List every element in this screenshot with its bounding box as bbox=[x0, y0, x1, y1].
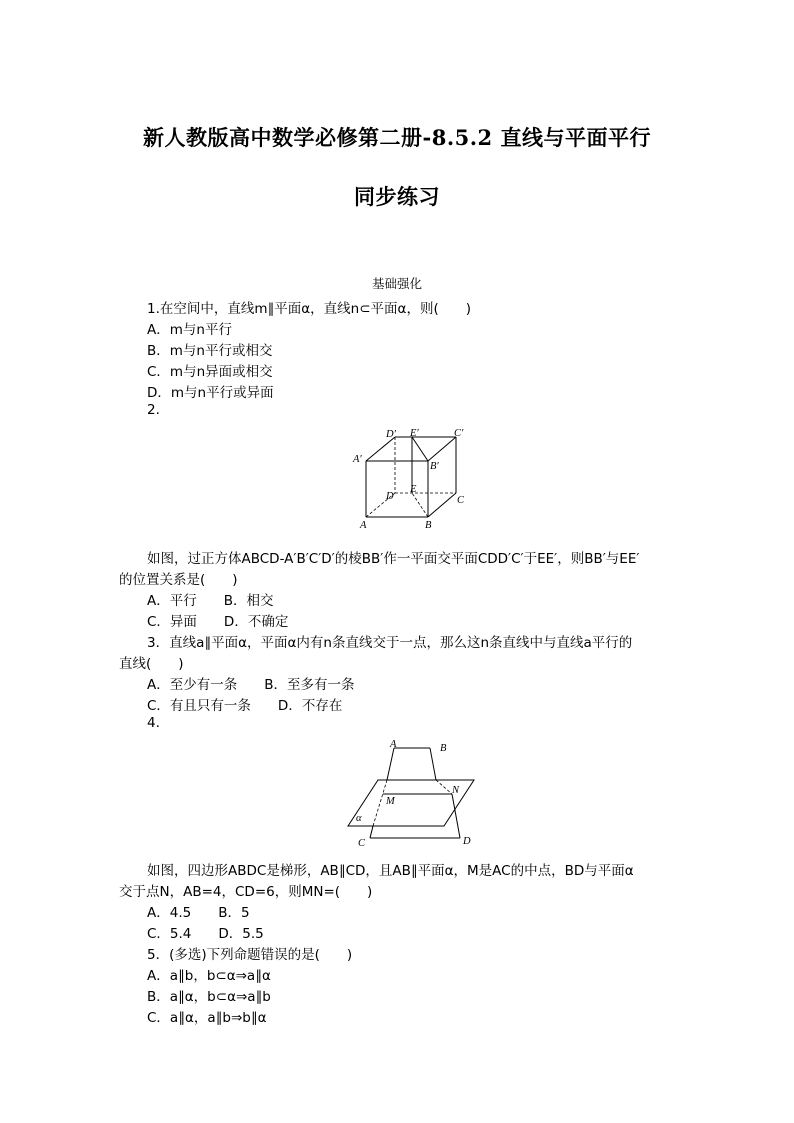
q5-option-a: A．a∥b，b⊂α⇒a∥α bbox=[147, 968, 271, 984]
q4-number: 4. bbox=[147, 715, 160, 731]
label-e: E bbox=[410, 484, 417, 495]
label-a: A bbox=[360, 520, 367, 531]
q3-stem-line2: 直线( ) bbox=[119, 656, 184, 672]
label-c: C bbox=[358, 838, 366, 849]
document-title: 新人教版高中数学必修第二册-8.5.2 直线与平面平行 bbox=[143, 125, 651, 150]
cube-figure bbox=[350, 425, 470, 533]
q4-stem-line2: 交于点N，AB=4，CD=6，则MN=( ) bbox=[119, 884, 373, 900]
document-subtitle: 同步练习 bbox=[354, 184, 440, 209]
q5-option-b: B．a∥α，b⊂α⇒a∥b bbox=[147, 989, 271, 1005]
label-b: B bbox=[440, 743, 447, 754]
section-heading: 基础强化 bbox=[371, 276, 422, 291]
q2-number: 2. bbox=[147, 402, 160, 418]
q1-stem: 1.在空间中，直线m∥平面α，直线n⊂平面α，则( ) bbox=[147, 301, 471, 317]
label-a: A bbox=[390, 739, 397, 750]
q1-option-d: D．m与n平行或异面 bbox=[147, 385, 274, 401]
q1-option-a: A．m与n平行 bbox=[147, 322, 232, 338]
q4-options-ab: A．4.5 B．5 bbox=[147, 905, 250, 921]
label-b-prime: B′ bbox=[430, 461, 439, 472]
label-e-prime: E′ bbox=[410, 428, 419, 439]
q1-option-b: B．m与n平行或相交 bbox=[147, 343, 273, 359]
q2-stem-line1: 如图，过正方体ABCD-A′B′C′D′的棱BB′作一平面交平面CDD′C′于EE′，则BB′与EE′ bbox=[147, 551, 640, 567]
label-b: B bbox=[425, 520, 432, 531]
label-m: M bbox=[386, 796, 395, 807]
q2-options-ab: A．平行 B．相交 bbox=[147, 593, 274, 609]
q2-options-cd: C．异面 D．不确定 bbox=[147, 614, 289, 630]
q5-option-c: C．a∥α，a∥b⇒b∥α bbox=[147, 1010, 267, 1026]
label-d: D bbox=[463, 836, 471, 847]
label-c: C bbox=[457, 495, 465, 506]
q1-option-c: C．m与n异面或相交 bbox=[147, 364, 273, 380]
label-n: N bbox=[452, 785, 460, 796]
label-c-prime: C′ bbox=[454, 428, 464, 439]
label-alpha: α bbox=[356, 813, 362, 824]
q4-options-cd: C．5.4 D．5.5 bbox=[147, 926, 264, 942]
q3-options-cd: C．有且只有一条 D．不存在 bbox=[147, 698, 343, 714]
q3-stem-line1: 3．直线a∥平面α，平面α内有n条直线交于一点，那么这n条直线中与直线a平行的 bbox=[147, 635, 633, 651]
q5-stem: 5．(多选)下列命题错误的是( ) bbox=[147, 947, 353, 963]
label-a-prime: A′ bbox=[353, 454, 362, 465]
q2-stem-line2: 的位置关系是( ) bbox=[119, 572, 238, 588]
q3-options-ab: A．至少有一条 B．至多有一条 bbox=[147, 677, 355, 693]
label-d-prime: D′ bbox=[386, 429, 396, 440]
label-d: D bbox=[386, 491, 394, 502]
q4-stem-line1: 如图，四边形ABDC是梯形，AB∥CD，且AB∥平面α，M是AC的中点，BD与平面α bbox=[147, 863, 634, 879]
trapezoid-plane-figure bbox=[340, 738, 480, 850]
